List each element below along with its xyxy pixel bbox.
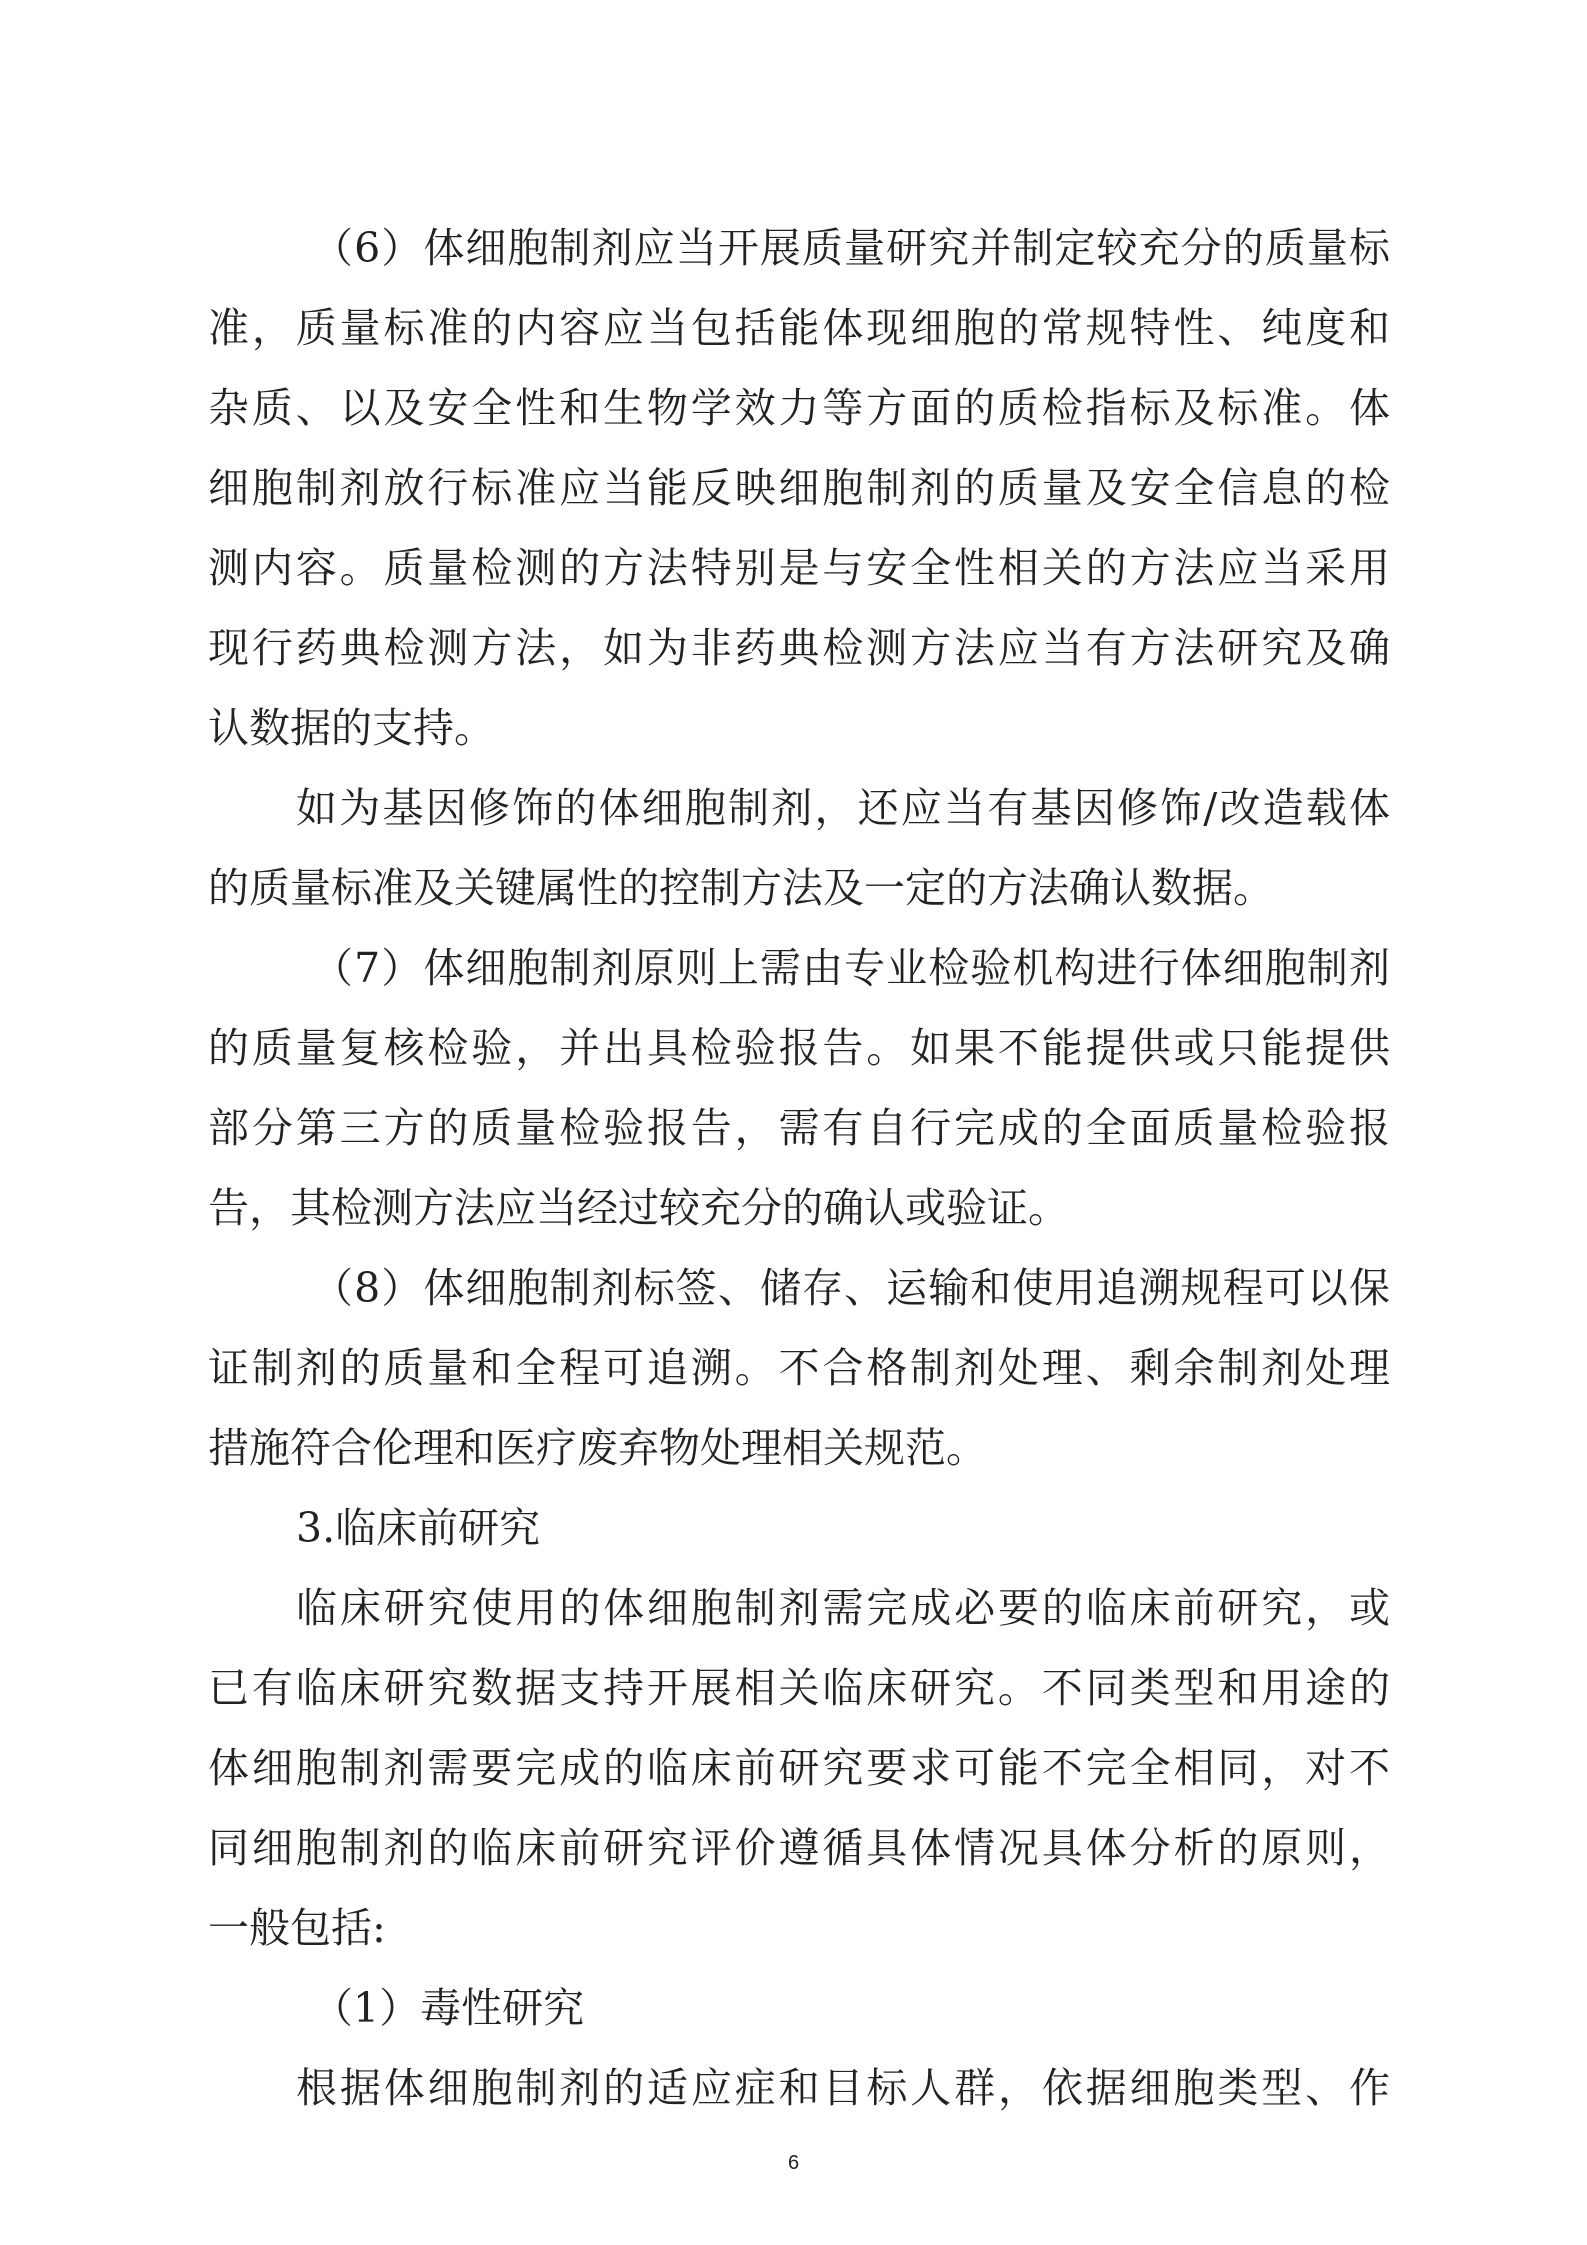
- paragraph-line: 证制剂的质量和全程可追溯。不合格制剂处理、剩余制剂处理: [208, 1344, 1390, 1392]
- paragraph-preclinical-line: 临床研究使用的体细胞制剂需完成必要的临床前研究，或: [296, 1584, 1390, 1632]
- section-heading-preclinical: 3.临床前研究: [296, 1504, 541, 1552]
- paragraph-8-heading-line: （8）体细胞制剂标签、储存、运输和使用追溯规程可以保: [312, 1264, 1390, 1312]
- paragraph-line: 现行药典检测方法，如为非药典检测方法应当有方法研究及确: [208, 624, 1390, 672]
- paragraph-6-heading-line: （6）体细胞制剂应当开展质量研究并制定较充分的质量标: [312, 224, 1390, 272]
- paragraph-line: 测内容。质量检测的方法特别是与安全性相关的方法应当采用: [208, 544, 1390, 592]
- page-number: 6: [787, 2152, 800, 2174]
- paragraph-line: 告，其检测方法应当经过较充分的确认或验证。: [208, 1184, 1069, 1232]
- paragraph-line: 杂质、以及安全性和生物学效力等方面的质检指标及标准。体: [208, 384, 1390, 432]
- paragraph-line: 的质量标准及关键属性的控制方法及一定的方法确认数据。: [208, 864, 1274, 912]
- paragraph-line: 体细胞制剂需要完成的临床前研究要求可能不完全相同，对不: [208, 1744, 1390, 1792]
- paragraph-line: 部分第三方的质量检验报告，需有自行完成的全面质量检验报: [208, 1104, 1390, 1152]
- subsection-heading-toxicity: （1）毒性研究: [312, 1984, 585, 2032]
- paragraph-line: 措施符合伦理和医疗废弃物处理相关规范。: [208, 1424, 987, 1472]
- body-text: [208, 208, 1390, 2128]
- paragraph-line: 同细胞制剂的临床前研究评价遵循具体情况具体分析的原则，: [208, 1824, 1390, 1872]
- paragraph-gene-modified-line: 如为基因修饰的体细胞制剂，还应当有基因修饰/改造载体: [296, 784, 1390, 832]
- paragraph-toxicity-line: 根据体细胞制剂的适应症和目标人群，依据细胞类型、作: [296, 2064, 1390, 2112]
- paragraph-7-heading-line: （7）体细胞制剂原则上需由专业检验机构进行体细胞制剂: [312, 944, 1390, 992]
- paragraph-line: 准，质量标准的内容应当包括能体现细胞的常规特性、纯度和: [208, 304, 1390, 352]
- paragraph-line: 一般包括:: [208, 1904, 386, 1952]
- paragraph-line: 细胞制剂放行标准应当能反映细胞制剂的质量及安全信息的检: [208, 464, 1390, 512]
- paragraph-line: 的质量复核检验，并出具检验报告。如果不能提供或只能提供: [208, 1024, 1390, 1072]
- paragraph-line: 已有临床研究数据支持开展相关临床研究。不同类型和用途的: [208, 1664, 1390, 1712]
- paragraph-line: 认数据的支持。: [208, 704, 495, 752]
